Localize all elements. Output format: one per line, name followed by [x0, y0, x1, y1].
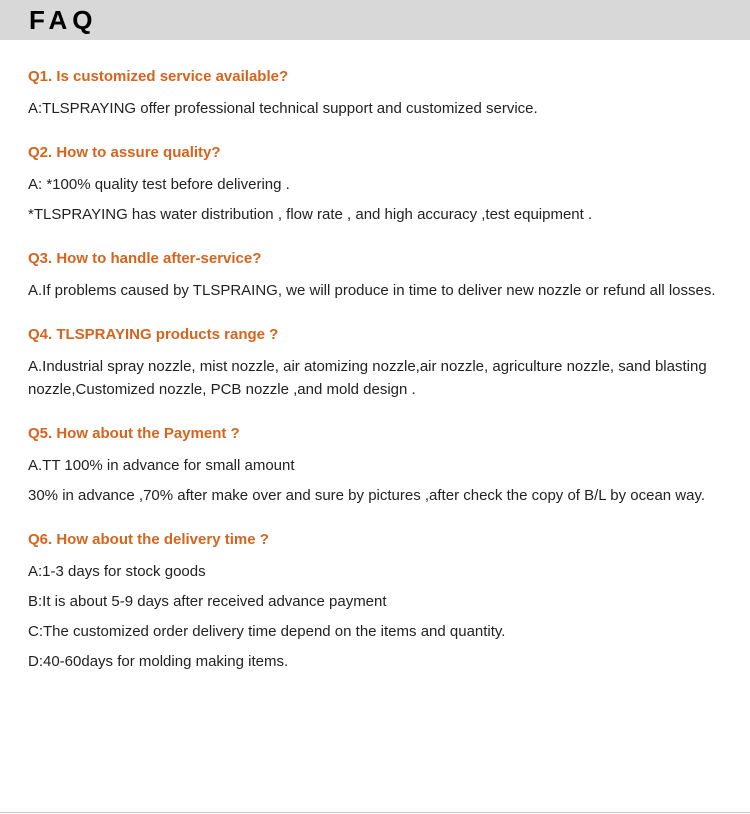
faq-answer: A.TT 100% in advance for small amount — [28, 457, 295, 474]
faq-answer: A.Industrial spray nozzle, mist nozzle, air atomizing nozzle,air nozzle, agriculture nozzle, sand blasting nozzle,Customized nozzle, PCB nozzle ,and mold design . — [28, 358, 707, 398]
faq-answer: C:The customized order delivery time depend on the items and quantity. — [28, 623, 506, 640]
faq-question: Q5. How about the Payment ? — [28, 425, 240, 442]
faq-item-q3 — [28, 249, 728, 302]
faq-question: Q4. TLSPRAYING products range ? — [28, 326, 279, 343]
faq-answer: A: *100% quality test before delivering . — [28, 176, 290, 193]
faq-answer: A:1-3 days for stock goods — [28, 563, 206, 580]
header-bar — [0, 0, 750, 40]
faq-question: Q1. Is customized service available? — [28, 68, 289, 85]
faq-item-q4 — [28, 325, 728, 401]
faq-list — [28, 67, 728, 696]
page-title: FAQ — [29, 5, 98, 35]
faq-question: Q3. How to handle after-service? — [28, 250, 262, 267]
faq-question: Q2. How to assure quality? — [28, 144, 221, 161]
faq-answer: A:TLSPRAYING offer professional technical support and customized service. — [28, 100, 538, 117]
faq-answer: D:40-60days for molding making items. — [28, 653, 289, 670]
faq-item-q6 — [28, 530, 728, 673]
faq-answer: 30% in advance ,70% after make over and sure by pictures ,after check the copy of B/L by ocean way. — [28, 487, 706, 504]
bottom-divider — [0, 812, 750, 813]
faq-question: Q6. How about the delivery time ? — [28, 531, 269, 548]
faq-item-q1 — [28, 67, 728, 120]
faq-item-q5 — [28, 424, 728, 507]
faq-item-q2 — [28, 143, 728, 226]
faq-answer: B:It is about 5-9 days after received advance payment — [28, 593, 387, 610]
faq-answer: *TLSPRAYING has water distribution , flow rate , and high accuracy ,test equipment . — [28, 206, 593, 223]
faq-answer: A.If problems caused by TLSPRAING, we will produce in time to deliver new nozzle or refund all losses. — [28, 282, 716, 299]
